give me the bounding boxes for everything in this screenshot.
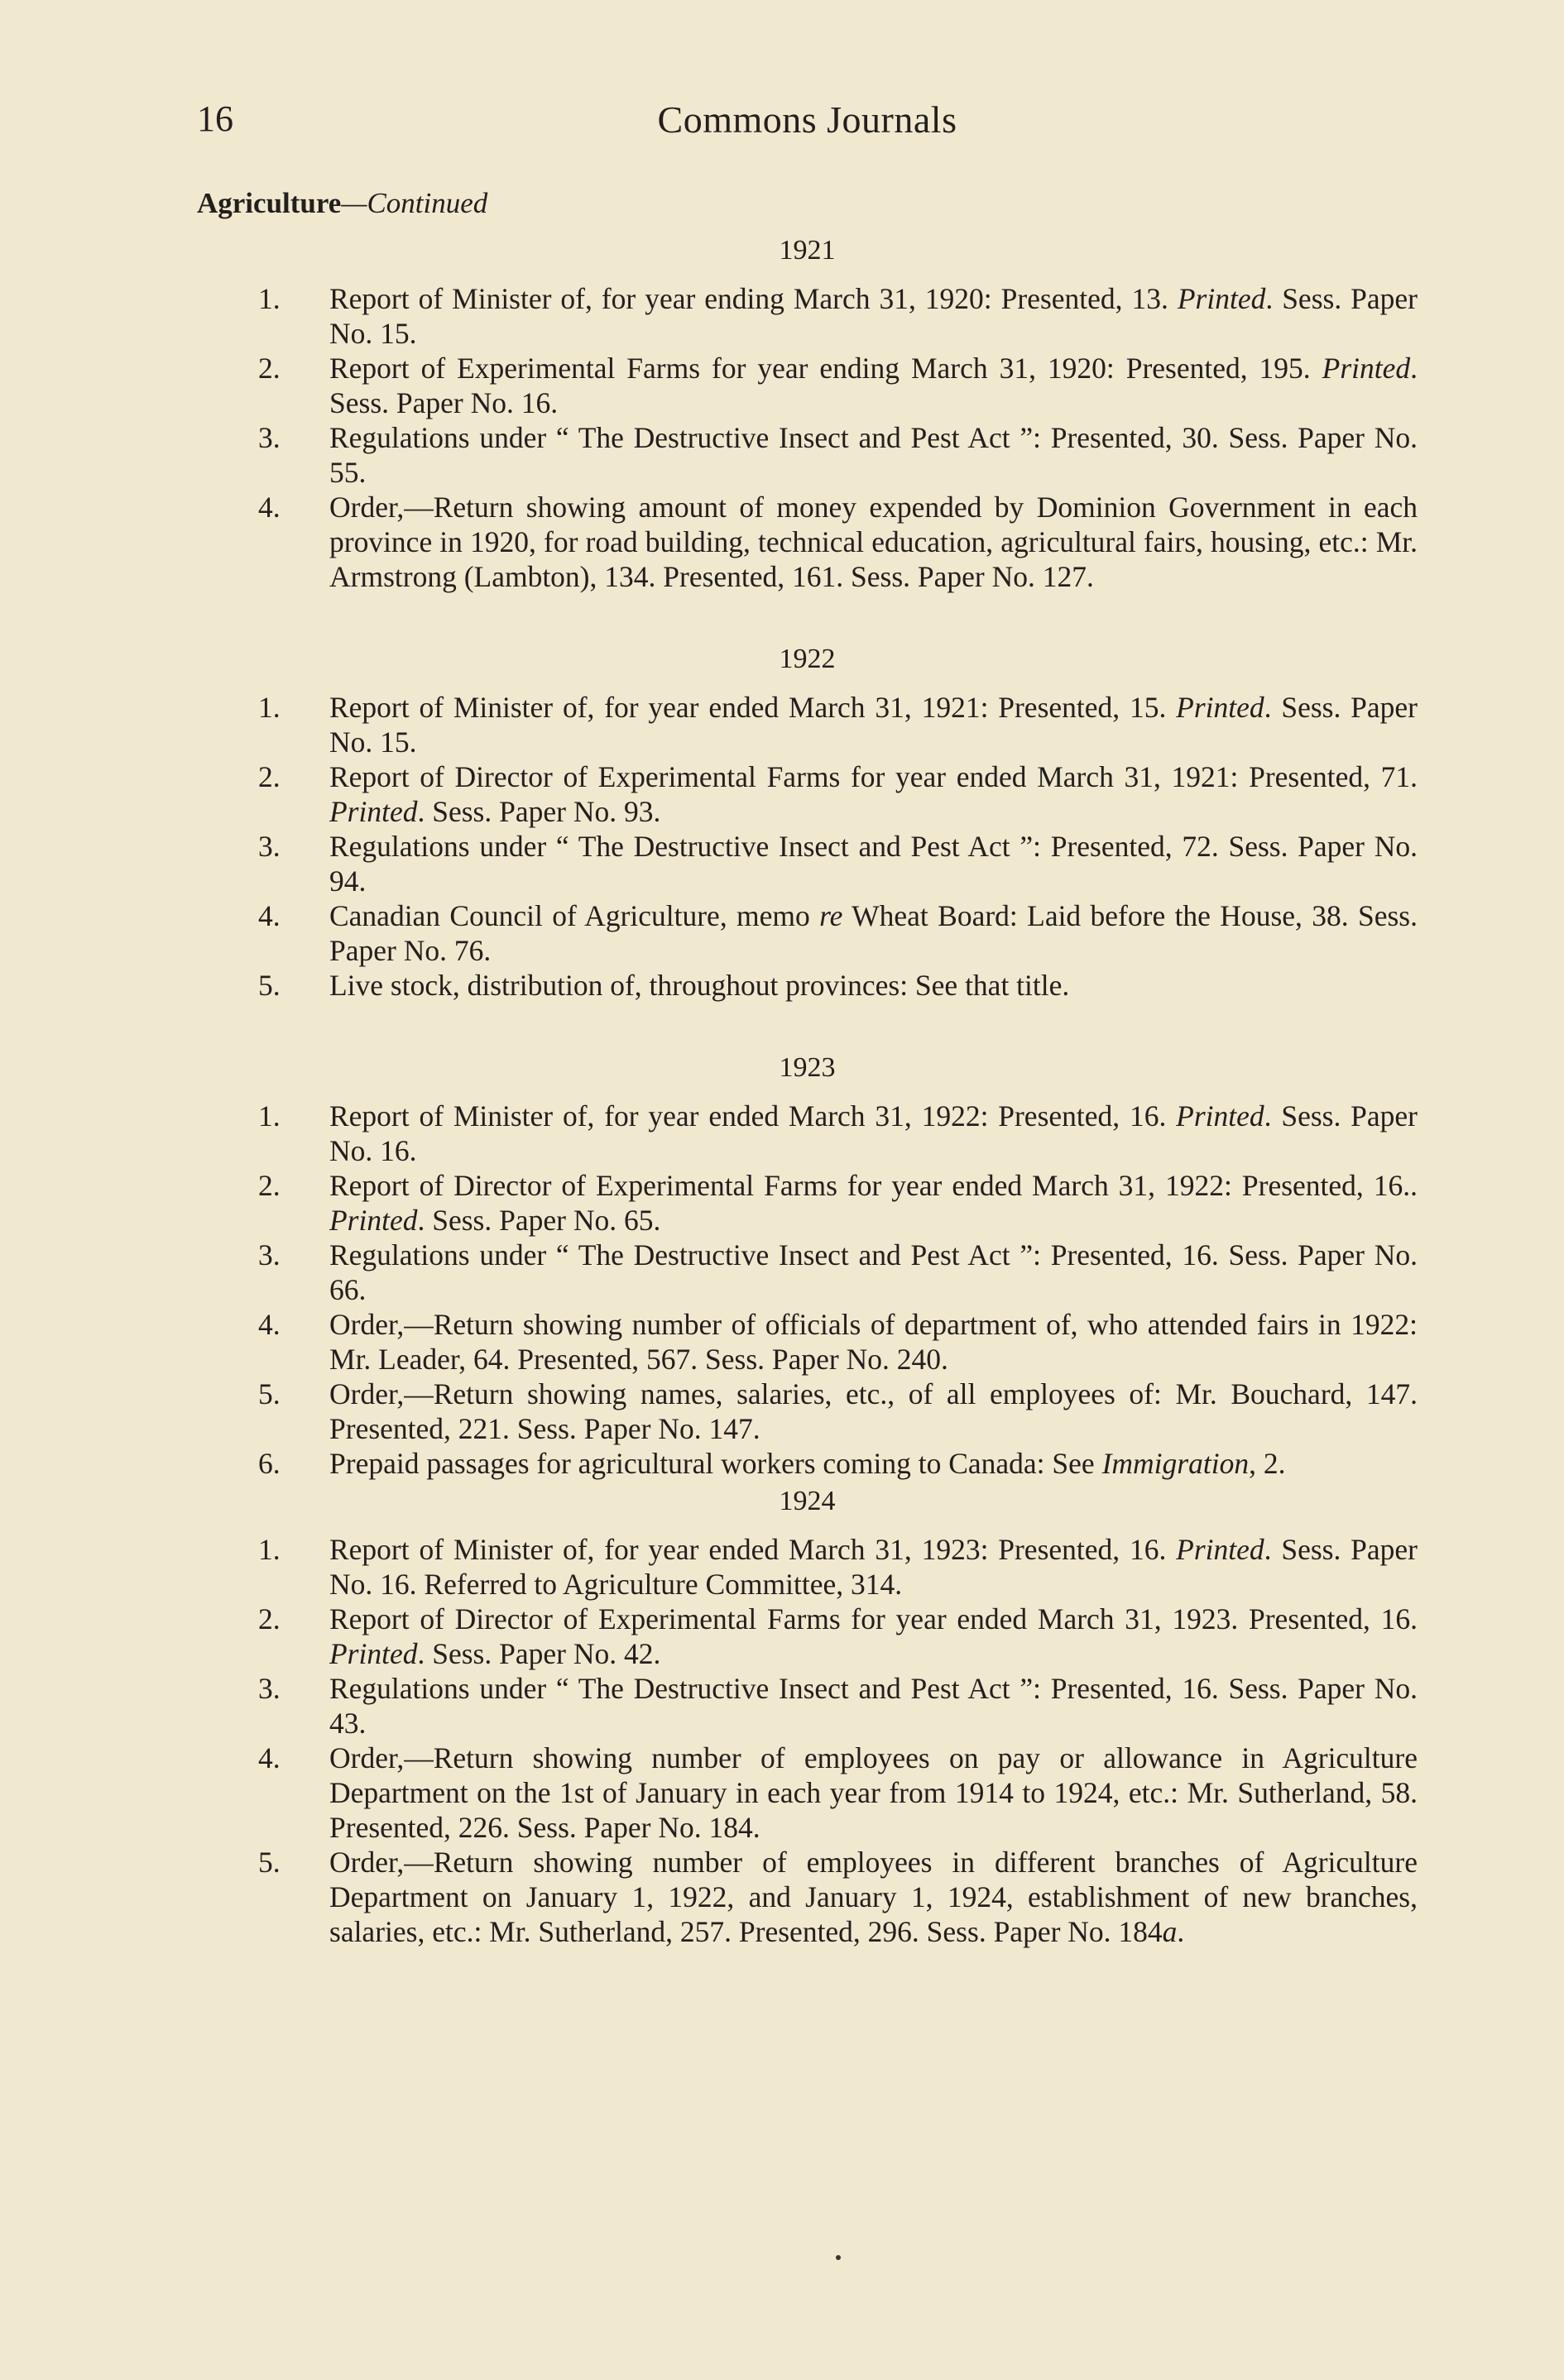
list-item [197,1446,1418,1481]
list-item [197,759,1418,829]
entry-text: Order,—Return showing number of officials of department of, who attended fairs in 1922: Mr. Leader, 64. Presented, 567. Sess. Paper No. 240. [329,1308,1418,1376]
list-item [197,1307,1418,1377]
list-item [197,1168,1418,1238]
list-item [197,1099,1418,1168]
list-item [197,1671,1418,1741]
entry-number: 5. [258,1846,281,1879]
entry-number: 4. [258,1308,281,1341]
entry-text: Live stock, distribution of, throughout provinces: See that title. [329,969,1070,1002]
year-section-1924 [197,1484,1418,1949]
entry-number: 4. [258,899,281,932]
entry-text: Regulations under “ The Destructive Insect and Pest Act ”: Presented, 72. Sess. Paper No. 94. [329,830,1418,898]
entry-text: Order,—Return showing names, salaries, etc., of all employees of: Mr. Bouchard, 147. Presented, 221. Sess. Paper No. 147. [329,1377,1418,1445]
list-item [197,351,1418,420]
journal-title: Commons Journals [657,98,957,141]
entry-text: Report of Minister of, for year ended March 31, 1922: Presented, 16. Printed. Sess. Paper No. 16. [329,1099,1418,1167]
entry-text: Report of Minister of, for year ended March 31, 1923: Presented, 16. Printed. Sess. Paper No. 16. Referred to Agriculture Committee, 314. [329,1533,1418,1601]
year-heading: 1923 [779,1052,836,1083]
entry-number: 2. [258,352,281,385]
entry-text: Report of Minister of, for year ended March 31, 1921: Presented, 15. Printed. Sess. Paper No. 15. [329,691,1418,759]
list-item [197,1238,1418,1307]
entry-number: 5. [258,1377,281,1410]
list-item [197,1845,1418,1949]
entry-text: Regulations under “ The Destructive Insect and Pest Act ”: Presented, 16. Sess. Paper No. 43. [329,1672,1418,1740]
entry-number: 2. [258,1602,281,1635]
year-section-1923 [197,1051,1418,1481]
entry-text: Report of Director of Experimental Farms for year ended March 31, 1921: Presented, 71. Printed. Sess. Paper No. 93. [329,760,1418,828]
list-item [197,1741,1418,1845]
list-item [197,1377,1418,1446]
entry-text: Report of Director of Experimental Farms for year ended March 31, 1923. Presented, 16. Printed. Sess. Paper No. 42. [329,1602,1418,1670]
entry-number: 2. [258,1169,281,1202]
entry-text: Order,—Return showing number of employees in different branches of Agriculture Department on January 1, 1922, and January 1, 1924, establishment of new branches, salaries, etc.: Mr. Sutherland, 257. Presented, 296. Sess. Paper No. 184a. [329,1846,1418,1948]
list-item [197,898,1418,968]
print-speck [836,2255,841,2260]
entry-number: 1. [258,691,281,724]
entry-text: Order,—Return showing number of employees on pay or allowance in Agriculture Department on the 1st of January in each year from 1914 to 1924, etc.: Mr. Sutherland, 58. Presented, 226. Sess. Paper No. 184. [329,1741,1418,1844]
entry-list [197,1099,1418,1481]
list-item [197,281,1418,351]
year-section-1922 [197,642,1418,1003]
entry-number: 4. [258,491,281,524]
entry-text: Report of Minister of, for year ending March 31, 1920: Presented, 13. Printed. Sess. Paper No. 15. [329,282,1418,350]
list-item [197,1532,1418,1602]
list-item [197,829,1418,898]
page-number: 16 [197,98,233,139]
entry-number: 1. [258,1099,281,1133]
entry-number: 3. [258,421,281,454]
section-title: Agriculture [197,187,342,219]
entry-text: Regulations under “ The Destructive Insect and Pest Act ”: Presented, 30. Sess. Paper No. 55. [329,421,1418,489]
list-item [197,968,1418,1003]
list-item [197,1602,1418,1671]
entry-list [197,1532,1418,1949]
section-heading [197,187,487,220]
entry-number: 3. [258,1238,281,1271]
section-continued-label: —Continued [341,187,488,219]
entry-list [197,690,1418,1003]
entry-number: 3. [258,830,281,863]
entry-text: Report of Experimental Farms for year ending March 31, 1920: Presented, 195. Printed. Sess. Paper No. 16. [329,352,1418,419]
year-section-1921 [197,233,1418,594]
entry-number: 6. [258,1447,281,1480]
entry-number: 1. [258,1533,281,1566]
entry-number: 1. [258,282,281,315]
section-spacer [197,1003,1418,1051]
list-item [197,490,1418,594]
year-heading: 1921 [779,235,836,266]
entry-list [197,281,1418,594]
entry-text: Report of Director of Experimental Farms for year ended March 31, 1922: Presented, 16.. Printed. Sess. Paper No. 65. [329,1169,1418,1237]
section-spacer [197,594,1418,642]
entry-text: Prepaid passages for agricultural workers coming to Canada: See Immigration, 2. [329,1447,1286,1480]
entry-text: Regulations under “ The Destructive Insect and Pest Act ”: Presented, 16. Sess. Paper No. 66. [329,1238,1418,1306]
entry-text: Order,—Return showing amount of money expended by Dominion Government in each province in 1920, for road building, technical education, agricultural fairs, housing, etc.: Mr. Armstrong (Lambton), 134. Presented, 161. Sess. Paper No. 127. [329,491,1418,593]
list-item [197,420,1418,490]
entry-number: 5. [258,969,281,1002]
entry-number: 3. [258,1672,281,1705]
entry-text: Canadian Council of Agriculture, memo re Wheat Board: Laid before the House, 38. Sess. Paper No. 76. [329,899,1418,967]
year-heading: 1922 [779,644,836,674]
year-heading: 1924 [779,1486,836,1516]
entry-number: 2. [258,760,281,793]
list-item [197,690,1418,759]
index-content [197,233,1418,1949]
entry-number: 4. [258,1741,281,1774]
page-header [197,98,1418,156]
